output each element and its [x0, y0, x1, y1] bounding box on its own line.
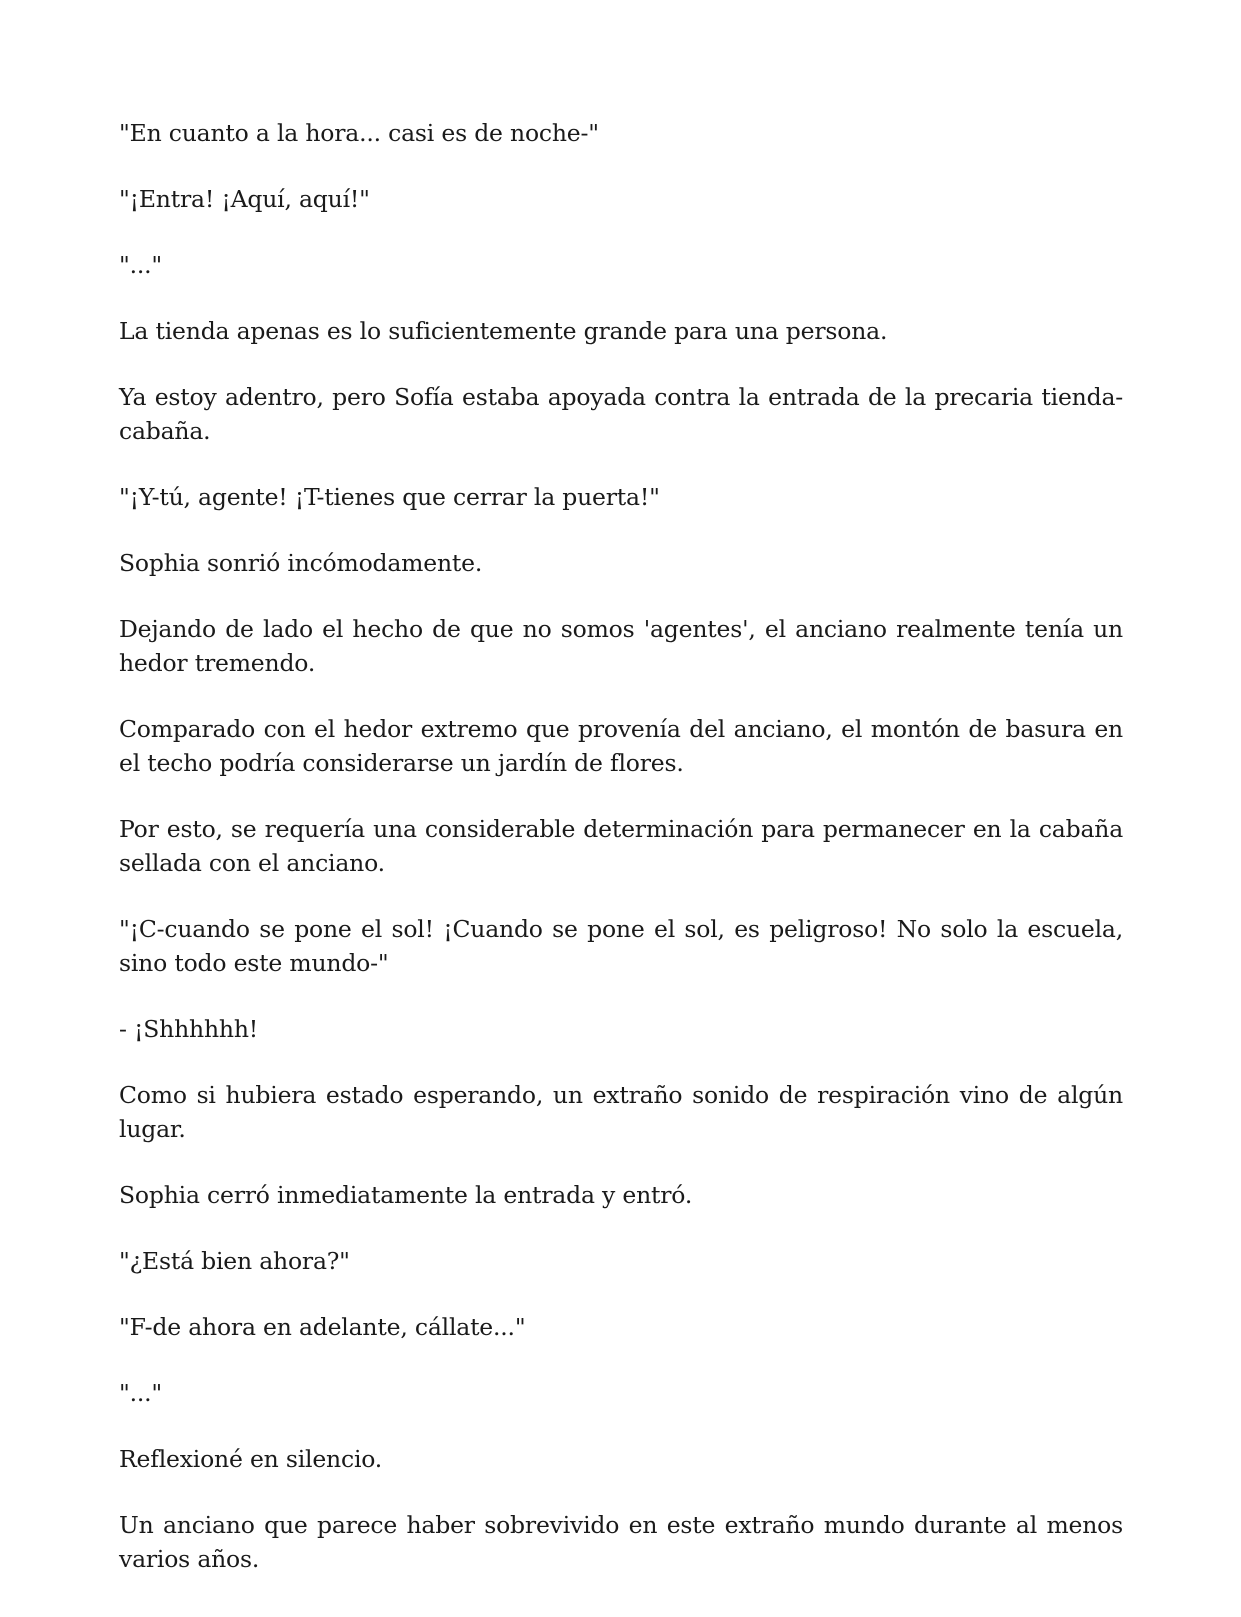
paragraph: "¡Y-tú, agente! ¡T-tienes que cerrar la puerta!": [119, 483, 660, 511]
paragraph: "¿Está bien ahora?": [119, 1247, 350, 1275]
paragraph: Reflexioné en silencio.: [119, 1445, 383, 1473]
paragraph: Por esto, se requería una considerable determinación para permanecer en la cabaña sellada con el anciano.: [119, 815, 1123, 877]
paragraph: "...": [119, 251, 163, 279]
document-body: [119, 116, 1123, 1608]
paragraph: "En cuanto a la hora... casi es de noche-": [119, 119, 599, 147]
paragraph: Como si hubiera estado esperando, un extraño sonido de respiración vino de algún lugar.: [119, 1081, 1123, 1143]
paragraph: Ya estoy adentro, pero Sofía estaba apoyada contra la entrada de la precaria tienda-cabaña.: [119, 383, 1123, 445]
paragraph: Sophia cerró inmediatamente la entrada y entró.: [119, 1181, 693, 1209]
paragraph: Comparado con el hedor extremo que provenía del anciano, el montón de basura en el techo podría considerarse un jardín de flores.: [119, 715, 1123, 777]
paragraph: - ¡Shhhhhh!: [119, 1015, 259, 1043]
paragraph: Sophia sonrió incómodamente.: [119, 549, 483, 577]
paragraph: La tienda apenas es lo suficientemente grande para una persona.: [119, 317, 888, 345]
paragraph: "F-de ahora en adelante, cállate...": [119, 1313, 526, 1341]
paragraph: "¡Entra! ¡Aquí, aquí!": [119, 185, 370, 213]
paragraph: Un anciano que parece haber sobrevivido en este extraño mundo durante al menos varios años.: [119, 1511, 1123, 1573]
paragraph: Dejando de lado el hecho de que no somos 'agentes', el anciano realmente tenía un hedor tremendo.: [119, 615, 1123, 677]
paragraph: "¡C-cuando se pone el sol! ¡Cuando se pone el sol, es peligroso! No solo la escuela, sino todo este mundo-": [119, 915, 1123, 977]
paragraph: "...": [119, 1379, 163, 1407]
